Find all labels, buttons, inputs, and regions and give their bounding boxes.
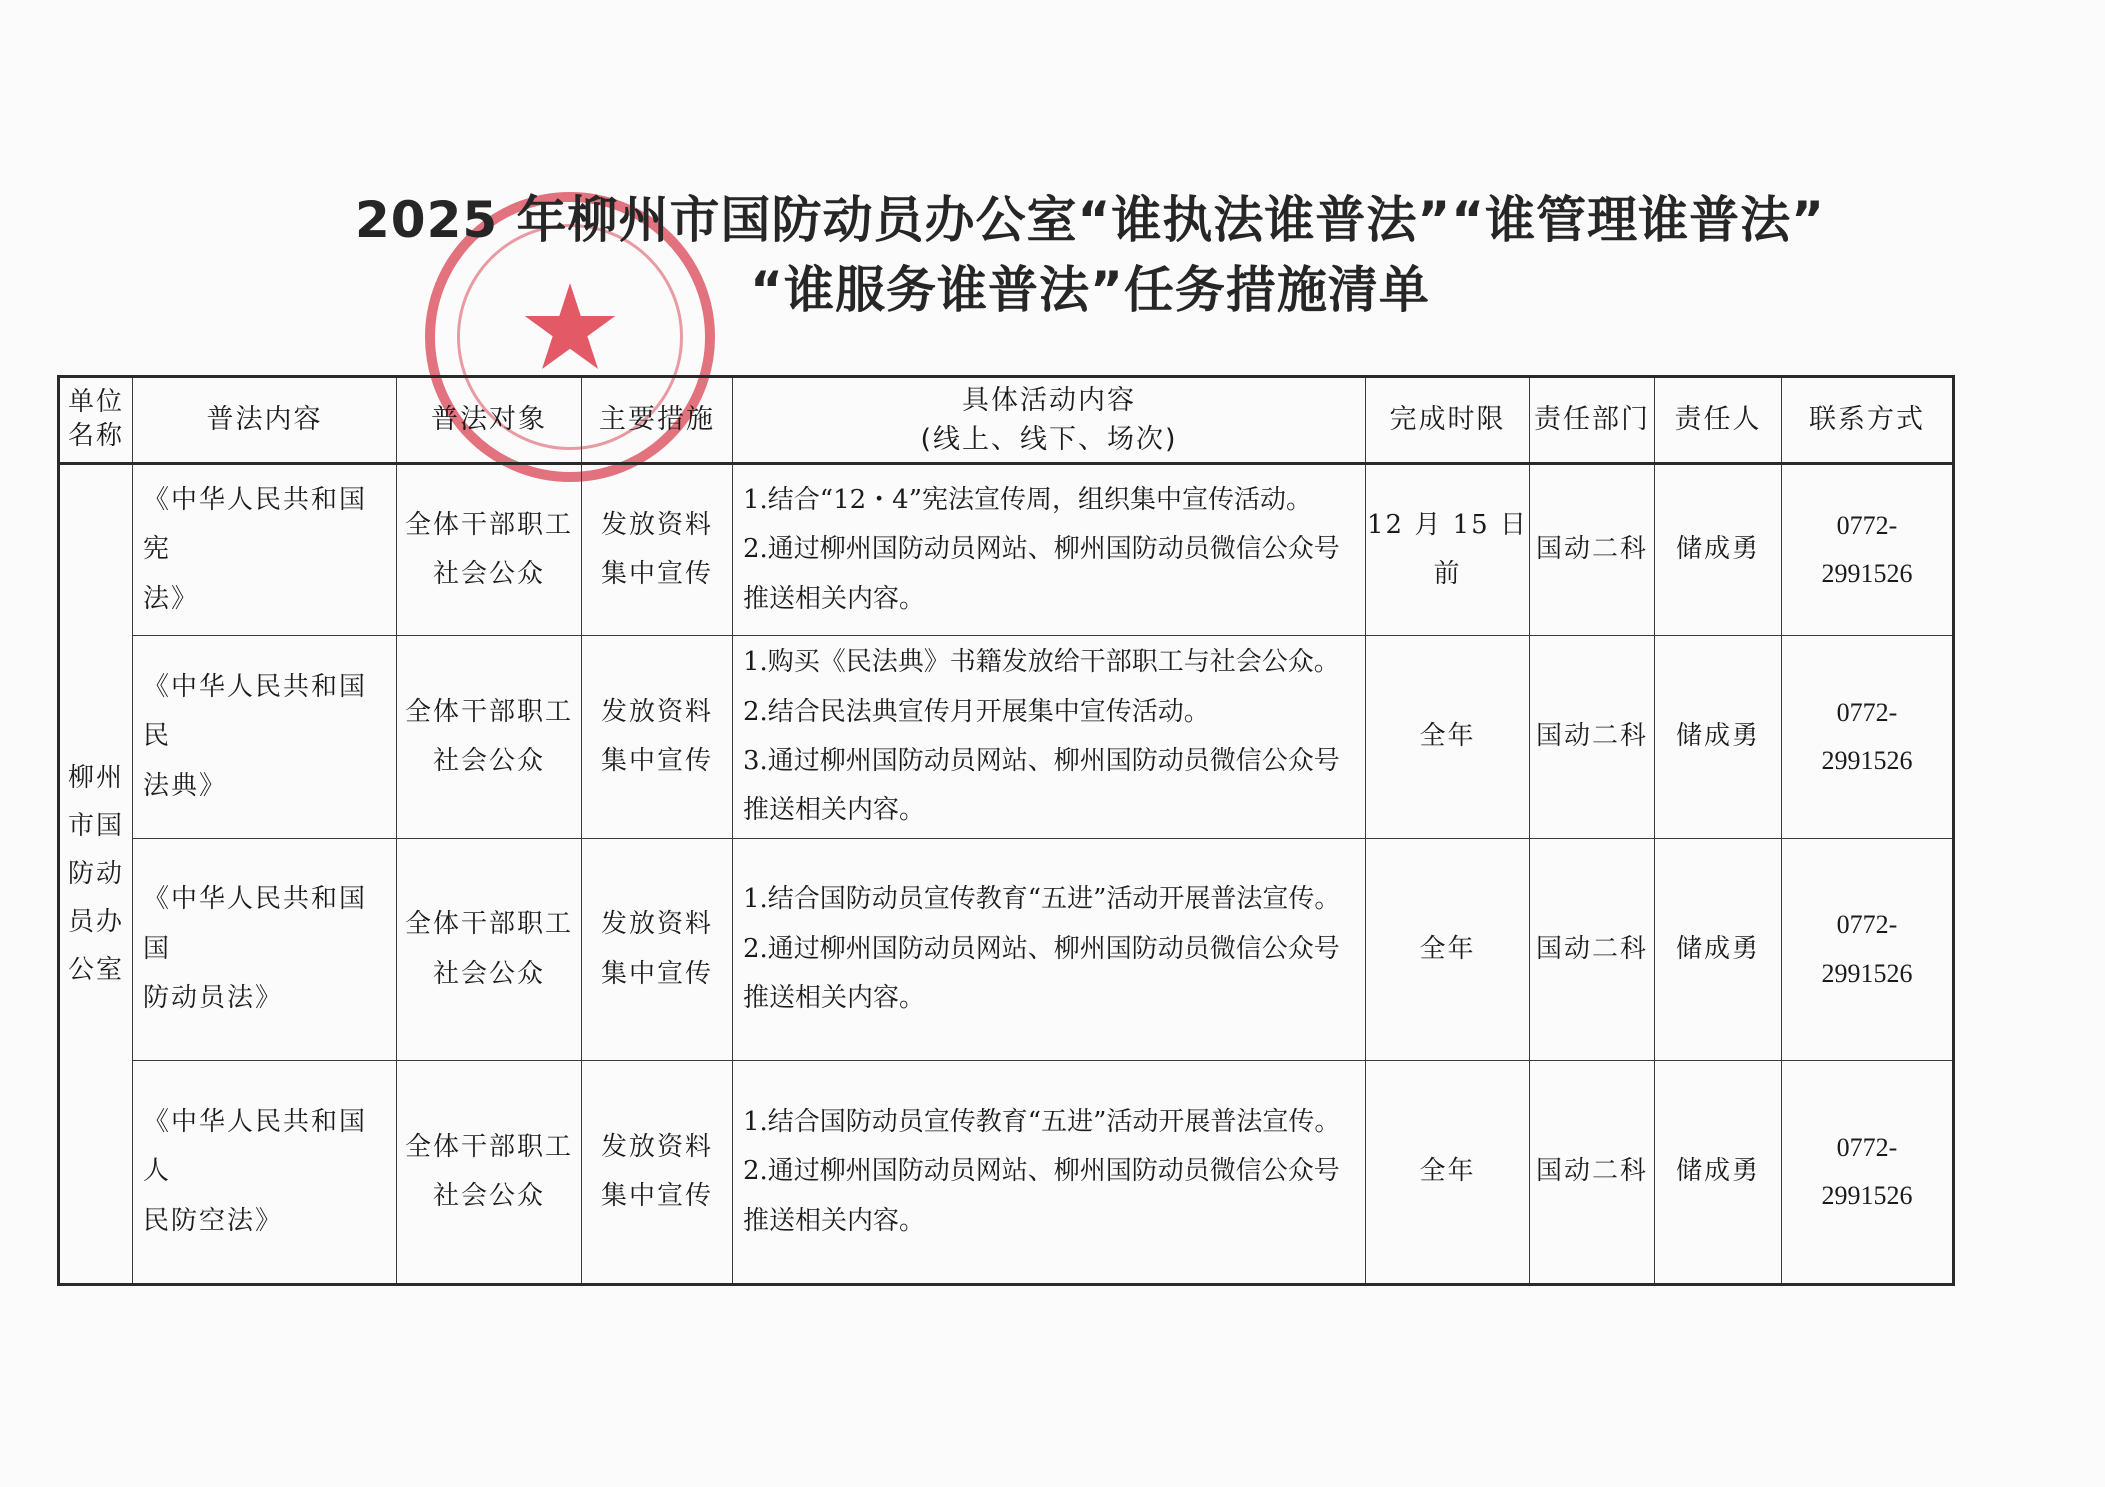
activity-line: 2.通过柳州国防动员网站、柳州国防动员微信公众号: [743, 534, 1340, 565]
header-contact: 联系方式: [1782, 377, 1954, 464]
target-cell: [397, 1061, 582, 1285]
measure-line: 发放资料: [600, 509, 713, 540]
person-cell: 储成勇: [1655, 839, 1782, 1061]
target-cell: [397, 636, 582, 839]
header-target: 普法对象: [397, 377, 582, 464]
measure-line: 集中宣传: [600, 559, 713, 589]
dept-cell: 国动二科: [1530, 636, 1655, 839]
table-row: [59, 839, 1954, 1061]
unit-name-line: 公室: [67, 955, 124, 986]
law-cell: [133, 839, 397, 1061]
table-row: [59, 636, 1954, 839]
phone-line: 2991526: [1821, 559, 1913, 588]
activity-line: 2.通过柳州国防动员网站、柳州国防动员微信公众号: [743, 933, 1340, 964]
dept-cell: 国动二科: [1530, 839, 1655, 1061]
law-cell: [133, 1061, 397, 1285]
header-person: 责任人: [1655, 377, 1782, 464]
measure-line: 集中宣传: [600, 1181, 713, 1211]
activity-line: 1.购买《民法典》书籍发放给干部职工与社会公众。: [743, 647, 1340, 678]
person-cell: 储成勇: [1655, 636, 1782, 839]
activity-cell: [733, 839, 1366, 1061]
activity-line: 推送相关内容。: [743, 795, 926, 826]
document-title-line2: “谁服务谁普法”任务措施清单: [750, 261, 1430, 319]
target-line: 全体干部职工: [404, 909, 573, 940]
law-line: 法典》: [143, 770, 228, 801]
target-line: 全体干部职工: [404, 1131, 573, 1162]
measure-cell: [582, 464, 733, 636]
measure-line: 发放资料: [600, 1131, 713, 1162]
header-measure: 主要措施: [582, 377, 733, 464]
measure-cell: [582, 636, 733, 839]
target-line: 社会公众: [432, 746, 545, 776]
header-deadline: 完成时限: [1366, 377, 1530, 464]
person-cell: 储成勇: [1655, 464, 1782, 636]
target-line: 全体干部职工: [404, 696, 573, 727]
activity-line: 推送相关内容。: [743, 583, 926, 614]
contact-cell: [1782, 636, 1954, 839]
contact-cell: [1782, 1061, 1954, 1285]
dept-cell: 国动二科: [1530, 464, 1655, 636]
law-line: 《中华人民共和国人: [143, 1106, 368, 1187]
table-row: [59, 464, 1954, 636]
activity-line: 推送相关内容。: [743, 983, 926, 1014]
activity-line: 1.结合“12・4”宪法宣传周，组织集中宣传活动。: [743, 484, 1313, 515]
activity-cell: [733, 464, 1366, 636]
deadline-cell: 全年: [1366, 636, 1530, 839]
phone-line: 0772-: [1836, 510, 1898, 540]
law-line: 《中华人民共和国宪: [143, 484, 368, 565]
target-line: 全体干部职工: [404, 509, 573, 540]
seal-star-icon: ★: [517, 258, 623, 397]
law-line: 民防空法》: [143, 1205, 284, 1236]
activity-line: 2.结合民法典宣传月开展集中宣传活动。: [743, 696, 1210, 727]
law-cell: [133, 464, 397, 636]
phone-line: 2991526: [1821, 746, 1913, 775]
target-line: 社会公众: [432, 958, 545, 989]
target-line: 社会公众: [432, 1181, 545, 1211]
unit-name-line: 防动: [67, 858, 124, 889]
phone-line: 2991526: [1821, 958, 1913, 988]
unit-name-line: 市国: [67, 810, 124, 841]
contact-cell: [1782, 464, 1954, 636]
header-dept: 责任部门: [1530, 377, 1655, 464]
target-cell: [397, 464, 582, 636]
person-cell: 储成勇: [1655, 1061, 1782, 1285]
document-title-line1: 2025 年柳州市国防动员办公室“谁执法谁普法”“谁管理谁普法”: [354, 191, 1825, 249]
target-cell: [397, 839, 582, 1061]
law-cell: [133, 636, 397, 839]
contact-cell: [1782, 839, 1954, 1061]
measure-line: 集中宣传: [600, 746, 713, 776]
table-header-row: [59, 377, 1954, 464]
unit-name-line: 柳州: [67, 762, 124, 793]
phone-line: 2991526: [1821, 1181, 1913, 1210]
target-line: 社会公众: [432, 559, 545, 589]
activity-line: 推送相关内容。: [743, 1205, 926, 1236]
phone-line: 0772-: [1836, 697, 1898, 727]
activity-line: 3.通过柳州国防动员网站、柳州国防动员微信公众号: [743, 746, 1340, 776]
phone-line: 0772-: [1836, 910, 1898, 940]
header-unit-line2: 名称: [67, 421, 124, 451]
header-unit: [59, 377, 133, 464]
measure-line: 发放资料: [600, 909, 713, 940]
task-table: [57, 375, 1955, 1286]
law-line: 防动员法》: [143, 983, 284, 1014]
unit-name-line: 员办: [67, 907, 124, 938]
unit-name-cell: [59, 464, 133, 1285]
measure-line: 集中宣传: [600, 958, 713, 989]
activity-line: 1.结合国防动员宣传教育“五进”活动开展普法宣传。: [743, 884, 1341, 915]
table-row: [59, 1061, 1954, 1285]
measure-line: 发放资料: [600, 696, 713, 727]
activity-cell: [733, 1061, 1366, 1285]
law-line: 《中华人民共和国民: [143, 671, 368, 752]
header-activity-line2: (线上、线下、场次): [920, 424, 1178, 455]
deadline-cell: 12 月 15 日前: [1366, 464, 1530, 636]
activity-cell: [733, 636, 1366, 839]
activity-line: 1.结合国防动员宣传教育“五进”活动开展普法宣传。: [743, 1106, 1341, 1137]
deadline-cell: 全年: [1366, 1061, 1530, 1285]
header-law: 普法内容: [133, 377, 397, 464]
deadline-cell: 全年: [1366, 839, 1530, 1061]
measure-cell: [582, 1061, 733, 1285]
header-activity-line1: 具体活动内容: [962, 384, 1136, 416]
phone-line: 0772-: [1836, 1132, 1898, 1162]
law-line: 《中华人民共和国国: [143, 884, 368, 964]
header-unit-line1: 单位: [67, 387, 124, 418]
header-activity: [733, 377, 1366, 464]
dept-cell: 国动二科: [1530, 1061, 1655, 1285]
measure-cell: [582, 839, 733, 1061]
law-line: 法》: [143, 583, 200, 614]
activity-line: 2.通过柳州国防动员网站、柳州国防动员微信公众号: [743, 1156, 1340, 1187]
